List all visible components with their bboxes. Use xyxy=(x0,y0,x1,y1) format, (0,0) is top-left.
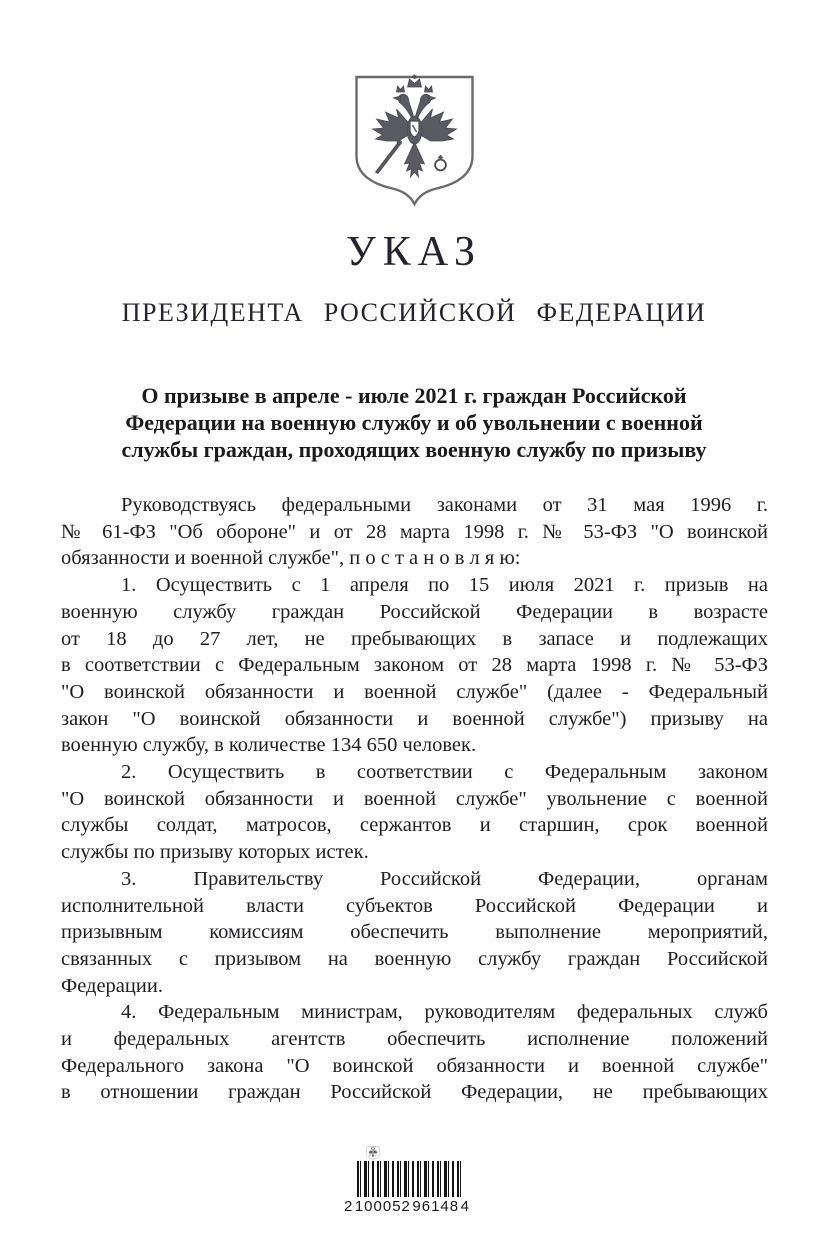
barcode-eagle-stamp-icon xyxy=(356,1146,390,1161)
body-line: исполнительной власти субъектов Российской Федерации и xyxy=(61,894,768,917)
subject-line: Федерации на военную службу и об увольнении с военной xyxy=(125,410,703,435)
barcode-digit-group: 100052 xyxy=(354,1198,411,1215)
body-line: призывным комиссиям обеспечить выполнение мероприятий, xyxy=(61,921,768,944)
subject-line: службы граждан, проходящих военную службу по призыву xyxy=(121,437,707,462)
decree-title: УКАЗ xyxy=(345,229,483,275)
body-line: закон "О воинской обязанности и военной службе") призыву на xyxy=(61,707,768,730)
subject-heading xyxy=(84,382,744,463)
body-line: обязанности и военной службе", п о с т а н о в л я ю: xyxy=(61,547,521,570)
barcode-digits xyxy=(344,1198,470,1215)
body-line: службы солдат, матросов, сержантов и старшин, срок военной xyxy=(61,814,768,837)
body-line: военную службу граждан Российской Федерации в возрасте xyxy=(61,600,768,623)
body-line: 3. Правительству Российской Федерации, органам xyxy=(121,867,768,890)
body-line: Руководствуясь федеральными законами от 31 мая 1996 г. xyxy=(121,494,768,516)
body-line: службы по призыву которых истек. xyxy=(61,841,369,864)
barcode-digit-group: 96148 xyxy=(412,1198,460,1215)
barcode-bars xyxy=(357,1161,464,1197)
body-line: военную службу, в количестве 134 650 человек. xyxy=(61,734,477,757)
body-line: № 61-ФЗ "Об обороне" и от 28 марта 1998 г. № 53-ФЗ "О воинской xyxy=(61,520,768,543)
body-line: Федерации. xyxy=(61,974,163,997)
body-line: "О воинской обязанности и военной службе" (далее - Федеральный xyxy=(61,680,768,703)
body-line: в соответствии с Федеральным законом от 28 марта 1998 г. № 53-ФЗ xyxy=(61,654,768,677)
body-line: 4. Федеральным министрам, руководителям федеральных служб xyxy=(121,1001,768,1024)
subject-line: О призыве в апреле - июле 2021 г. граждан Российской xyxy=(141,383,687,408)
body-line: и федеральных агентств обеспечить исполнение положений xyxy=(61,1028,768,1051)
body-line: Федерального закона "О воинской обязанности и военной службе" xyxy=(61,1054,768,1077)
barcode xyxy=(344,1146,474,1215)
barcode-digit-group: 2 xyxy=(344,1198,354,1215)
body-line: от 18 до 27 лет, не пребывающих в запасе и подлежащих xyxy=(61,627,768,650)
body-line: в отношении граждан Российской Федерации, не пребывающих xyxy=(61,1081,768,1104)
barcode-digit-group: 4 xyxy=(460,1198,470,1215)
body-line: 2. Осуществить в соответствии с Федеральным законом xyxy=(121,761,768,784)
body-line: связанных с призывом на военную службу граждан Российской xyxy=(61,947,768,970)
decree-body xyxy=(61,492,768,1106)
decree-issuer: ПРЕЗИДЕНТА РОССИЙСКОЙ ФЕДЕРАЦИИ xyxy=(121,298,707,327)
body-line: "О воинской обязанности и военной службе" увольнение с военной xyxy=(61,787,768,810)
body-line: 1. Осуществить с 1 апреля по 15 июля 2021 г. призыв на xyxy=(121,574,768,597)
coat-of-arms-icon xyxy=(351,72,478,212)
